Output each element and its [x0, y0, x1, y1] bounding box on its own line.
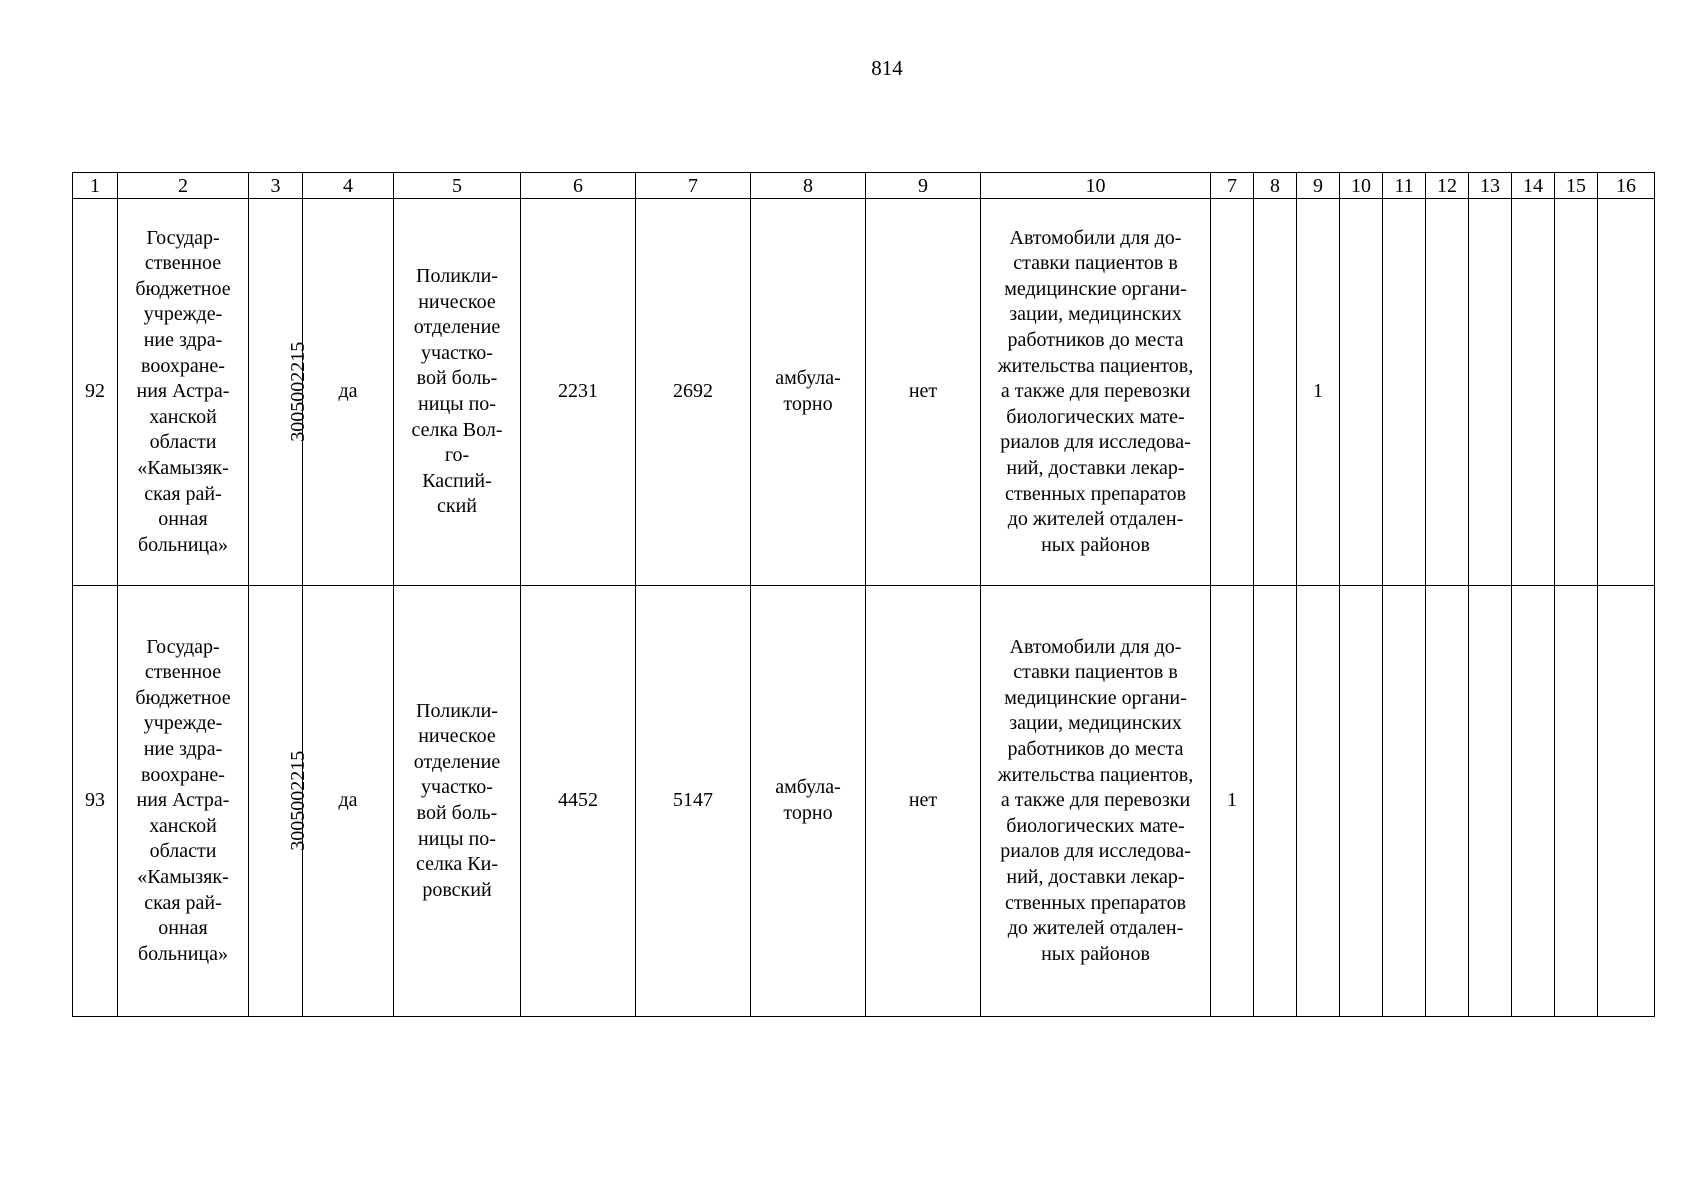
row-number: 93	[73, 586, 118, 1017]
header-cell: 11	[1383, 173, 1426, 199]
table-row	[73, 586, 1655, 1017]
count-cell	[1426, 199, 1469, 586]
header-cell: 13	[1469, 173, 1512, 199]
count-cell	[1598, 586, 1655, 1017]
count-cell	[1512, 199, 1555, 586]
header-cell: 14	[1512, 173, 1555, 199]
header-cell: 7	[636, 173, 751, 199]
department-name: Поликли- ническое отделение участко- вой боль- ницы по- селка Вол- го- Каспий- ский	[394, 199, 521, 586]
organization-name: Государ- ственное бюджетное учрежде- ние здра- воохране- ния Астра- ханской области «Камызяк- ская рай- онная больница»	[118, 199, 249, 586]
row-number: 92	[73, 199, 118, 586]
header-cell: 10	[1340, 173, 1383, 199]
count-cell	[1469, 586, 1512, 1017]
header-row	[73, 173, 1655, 199]
count-cell	[1426, 586, 1469, 1017]
inn-value: 3005002215	[287, 342, 310, 442]
care-type: амбула- торно	[751, 586, 866, 1017]
header-cell: 16	[1598, 173, 1655, 199]
page-number: 814	[871, 56, 903, 80]
vehicle-description: Автомобили для до- ставки пациентов в медицинские органи- зации, медицинских работников до места жительства пациентов, а также для перевозки биологических мате- риалов для исследова- ний, доставки лекар- ственных препаратов до жителей отдален- ных районов	[981, 199, 1211, 586]
inn-cell	[249, 586, 310, 1017]
header-cell: 9	[866, 173, 981, 199]
count-cell	[1254, 586, 1297, 1017]
data-table	[72, 172, 1655, 1017]
availability: нет	[866, 199, 981, 586]
value-cell: 4452	[521, 586, 636, 1017]
count-cell	[1383, 199, 1426, 586]
count-cell: 1	[1211, 586, 1254, 1017]
count-cell	[1211, 199, 1254, 586]
department-name: Поликли- ническое отделение участко- вой боль- ницы по- селка Ки- ровский	[394, 586, 521, 1017]
flag-cell: да	[303, 586, 394, 1017]
value-cell: 5147	[636, 586, 751, 1017]
value-cell: 2231	[521, 199, 636, 586]
header-cell: 9	[1297, 173, 1340, 199]
header-cell: 6	[521, 173, 636, 199]
header-cell: 1	[73, 173, 118, 199]
header-cell: 3	[249, 173, 303, 199]
header-cell: 2	[118, 173, 249, 199]
header-cell: 7	[1211, 173, 1254, 199]
count-cell	[1555, 586, 1598, 1017]
flag-cell: да	[303, 199, 394, 586]
header-cell: 12	[1426, 173, 1469, 199]
header-cell: 8	[1254, 173, 1297, 199]
count-cell	[1512, 586, 1555, 1017]
header-cell: 4	[303, 173, 394, 199]
count-cell	[1340, 586, 1383, 1017]
header-cell: 5	[394, 173, 521, 199]
count-cell: 1	[1297, 199, 1340, 586]
availability: нет	[866, 586, 981, 1017]
inn-value: 3005002215	[287, 751, 310, 851]
header-cell: 10	[981, 173, 1211, 199]
header-cell: 15	[1555, 173, 1598, 199]
inn-cell	[249, 199, 310, 586]
table-row	[73, 199, 1655, 586]
count-cell	[1340, 199, 1383, 586]
header-cell: 8	[751, 173, 866, 199]
organization-name: Государ- ственное бюджетное учрежде- ние здра- воохране- ния Астра- ханской области «Камызяк- ская рай- онная больница»	[118, 586, 249, 1017]
value-cell: 2692	[636, 199, 751, 586]
care-type: амбула- торно	[751, 199, 866, 586]
count-cell	[1555, 199, 1598, 586]
count-cell	[1254, 199, 1297, 586]
count-cell	[1598, 199, 1655, 586]
vehicle-description: Автомобили для до- ставки пациентов в медицинские органи- зации, медицинских работников до места жительства пациентов, а также для перевозки биологических мате- риалов для исследова- ний, доставки лекар- ственных препаратов до жителей отдален- ных районов	[981, 586, 1211, 1017]
count-cell	[1469, 199, 1512, 586]
count-cell	[1383, 586, 1426, 1017]
count-cell	[1297, 586, 1340, 1017]
